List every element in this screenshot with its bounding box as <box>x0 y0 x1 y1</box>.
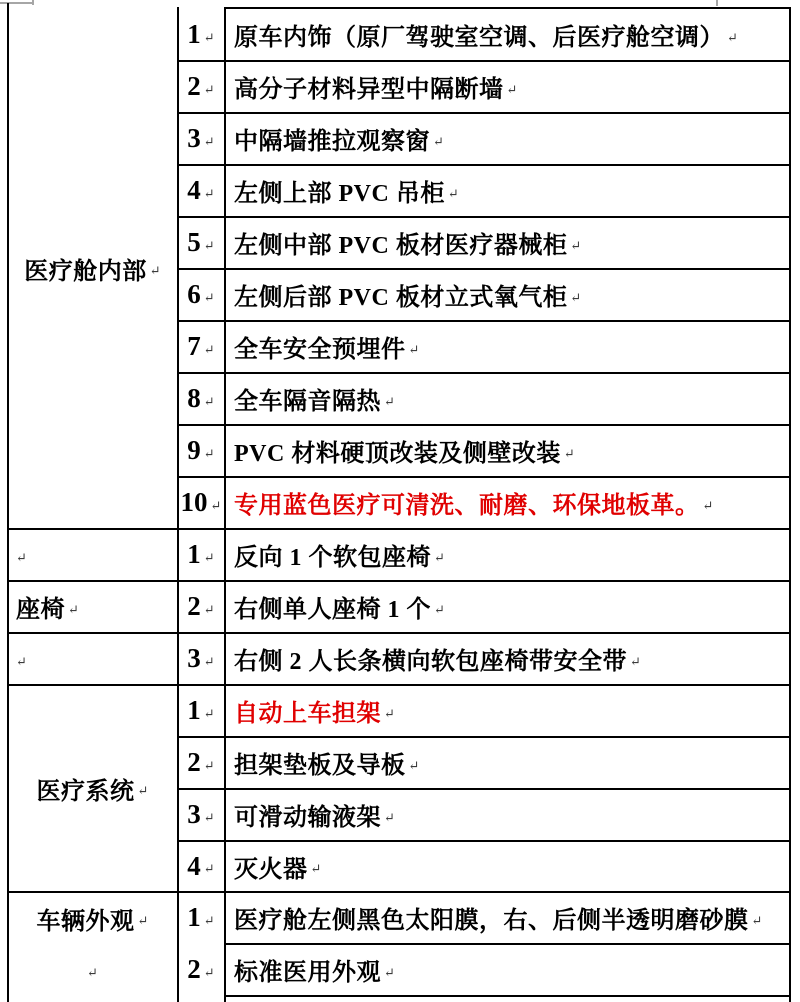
item-number <box>178 269 224 320</box>
paragraph-mark: ↵ <box>203 289 215 305</box>
item-number <box>178 165 224 216</box>
item-description-text: 标准医用外观 <box>234 960 381 986</box>
paragraph-mark: ↵ <box>384 809 395 825</box>
item-number-text: 9 <box>187 435 201 465</box>
item-number-text: 3 <box>187 799 201 829</box>
item-description-text: 左侧中部 PVC 板材医疗器械柜 <box>234 233 568 259</box>
paragraph-mark: ↵ <box>384 964 395 980</box>
paragraph-mark: ↵ <box>203 445 215 461</box>
item-description-text: 反向 1 个软包座椅 <box>234 545 431 571</box>
paragraph-mark: ↵ <box>203 341 215 357</box>
item-description <box>225 9 790 60</box>
item-number-text: 2 <box>187 591 201 621</box>
paragraph-mark: ↵ <box>203 185 215 201</box>
section-label-medical-system <box>8 685 177 891</box>
item-description <box>225 944 790 995</box>
item-description <box>225 61 790 112</box>
section-label-vehicle-exterior <box>8 892 177 1002</box>
cropped-gridline-remnant <box>32 0 34 5</box>
paragraph-mark: ↵ <box>203 705 215 721</box>
item-description <box>225 892 790 943</box>
item-number-text: 10 <box>180 487 208 517</box>
item-number <box>178 581 224 632</box>
section-label-empty-cell <box>8 529 177 580</box>
paragraph-mark: ↵ <box>727 29 738 45</box>
paragraph-mark: ↵ <box>408 757 420 773</box>
item-number <box>178 633 224 684</box>
paragraph-mark: ↵ <box>563 445 575 461</box>
paragraph-mark: ↵ <box>203 29 215 45</box>
item-description-text: 原车内饰（原厂驾驶室空调、后医疗舱空调） <box>234 25 724 51</box>
item-number <box>178 425 224 476</box>
paragraph-mark: ↵ <box>203 133 215 149</box>
item-description <box>225 789 790 840</box>
paragraph-mark: ↵ <box>434 549 445 565</box>
item-description-text: 中隔墙推拉观察窗 <box>234 129 430 155</box>
cropped-gridline-remnant <box>0 2 33 4</box>
item-number <box>178 789 224 840</box>
paragraph-mark: ↵ <box>137 783 149 798</box>
item-number-text: 2 <box>187 747 201 777</box>
paragraph-mark: ↵ <box>751 912 763 928</box>
paragraph-mark: ↵ <box>447 185 459 201</box>
item-number <box>178 61 224 112</box>
item-number <box>178 944 224 995</box>
paragraph-mark: ↵ <box>137 913 149 928</box>
section-label-empty-cell <box>8 633 177 684</box>
section-label-medical-cabin-interior <box>8 9 177 527</box>
paragraph-mark: ↵ <box>16 549 27 565</box>
paragraph-mark: ↵ <box>203 601 215 617</box>
item-description <box>225 477 790 528</box>
item-description-text: 左侧上部 PVC 吊柜 <box>234 181 445 207</box>
item-description <box>225 633 790 684</box>
item-number <box>178 477 224 528</box>
item-description-text: 右侧 2 人长条横向软包座椅带安全带 <box>234 649 627 675</box>
paragraph-mark: ↵ <box>433 133 444 149</box>
item-number-text: 2 <box>187 954 201 984</box>
item-number-text: 8 <box>187 383 201 413</box>
paragraph-mark: ↵ <box>310 861 322 876</box>
item-description-text: 全车隔音隔热 <box>234 389 381 415</box>
item-description-text: 高分子材料异型中隔断墙 <box>234 77 504 103</box>
paragraph-mark: ↵ <box>149 263 161 278</box>
item-number <box>178 373 224 424</box>
paragraph-mark: ↵ <box>68 601 79 617</box>
item-number <box>178 9 224 60</box>
paragraph-mark: ↵ <box>506 81 518 97</box>
item-number <box>178 841 224 891</box>
item-number <box>178 892 224 943</box>
item-number-text: 7 <box>187 331 201 361</box>
item-number-text: 1 <box>187 695 201 725</box>
item-description <box>225 529 790 580</box>
item-description-text: 全车安全预埋件 <box>234 337 406 363</box>
item-description-text-highlighted: 专用蓝色医疗可清洗、耐磨、环保地板革。 <box>234 493 700 519</box>
item-description-text: 右侧单人座椅 1 个 <box>234 597 431 623</box>
item-description <box>225 841 790 891</box>
section-label-text: 医疗舱内部 <box>24 258 147 285</box>
item-description-text: 可滑动输液架 <box>234 805 381 831</box>
item-number <box>178 217 224 268</box>
item-number-text: 6 <box>187 279 201 309</box>
paragraph-mark: ↵ <box>203 861 215 876</box>
paragraph-mark: ↵ <box>570 289 582 305</box>
item-description <box>225 581 790 632</box>
item-description <box>225 685 790 736</box>
paragraph-mark: ↵ <box>434 601 445 617</box>
item-number-text: 4 <box>187 175 201 205</box>
item-description-text: 灭火器 <box>234 856 308 883</box>
item-number-text: 3 <box>187 643 201 673</box>
paragraph-mark: ↵ <box>702 497 714 513</box>
paragraph-mark: ↵ <box>203 549 215 565</box>
paragraph-mark: ↵ <box>210 497 222 513</box>
item-number-text: 1 <box>187 19 201 49</box>
item-description <box>225 425 790 476</box>
empty-paragraph-line <box>8 944 177 996</box>
item-description <box>225 113 790 164</box>
paragraph-mark: ↵ <box>203 393 215 409</box>
item-number <box>178 685 224 736</box>
item-number <box>178 737 224 788</box>
paragraph-mark: ↵ <box>203 757 215 773</box>
paragraph-mark: ↵ <box>384 393 395 409</box>
item-number-text: 1 <box>187 539 201 569</box>
item-description <box>225 217 790 268</box>
item-description <box>225 373 790 424</box>
paragraph-mark: ↵ <box>203 653 215 669</box>
item-description-text: 医疗舱左侧黑色太阳膜，右、后侧半透明磨砂膜 <box>234 908 749 934</box>
cropped-gridline-remnant <box>716 0 718 6</box>
section-label-seats <box>8 581 177 632</box>
item-description-text: PVC 材料硬顶改装及侧壁改装 <box>234 441 561 467</box>
paragraph-mark: ↵ <box>408 341 420 357</box>
gridline <box>225 995 791 997</box>
item-description-text: 担架垫板及导板 <box>234 753 406 779</box>
item-description <box>225 737 790 788</box>
paragraph-mark: ↵ <box>16 653 27 669</box>
section-label-text: 车辆外观 <box>36 908 135 935</box>
paragraph-mark: ↵ <box>203 809 215 825</box>
item-number-text: 2 <box>187 71 201 101</box>
item-description <box>225 165 790 216</box>
item-number-text: 5 <box>187 227 201 257</box>
paragraph-mark: ↵ <box>203 81 215 97</box>
section-label-text: 座椅 <box>16 597 65 623</box>
section-label-text: 医疗系统 <box>36 778 135 805</box>
item-description-text: 左侧后部 PVC 板材立式氧气柜 <box>234 285 568 311</box>
item-number-text: 1 <box>187 902 201 932</box>
paragraph-mark: ↵ <box>630 653 641 669</box>
item-number <box>178 321 224 372</box>
paragraph-mark: ↵ <box>203 964 215 980</box>
section-label-line <box>8 892 177 944</box>
paragraph-mark: ↵ <box>87 965 98 980</box>
paragraph-mark: ↵ <box>384 705 395 721</box>
item-number <box>178 529 224 580</box>
item-description <box>225 269 790 320</box>
paragraph-mark: ↵ <box>570 237 582 253</box>
item-number <box>178 113 224 164</box>
item-number-text: 4 <box>187 850 201 881</box>
item-description <box>225 321 790 372</box>
paragraph-mark: ↵ <box>203 237 215 253</box>
item-number-text: 3 <box>187 123 201 153</box>
paragraph-mark: ↵ <box>203 912 215 928</box>
item-description-text-highlighted: 自动上车担架 <box>234 701 381 727</box>
